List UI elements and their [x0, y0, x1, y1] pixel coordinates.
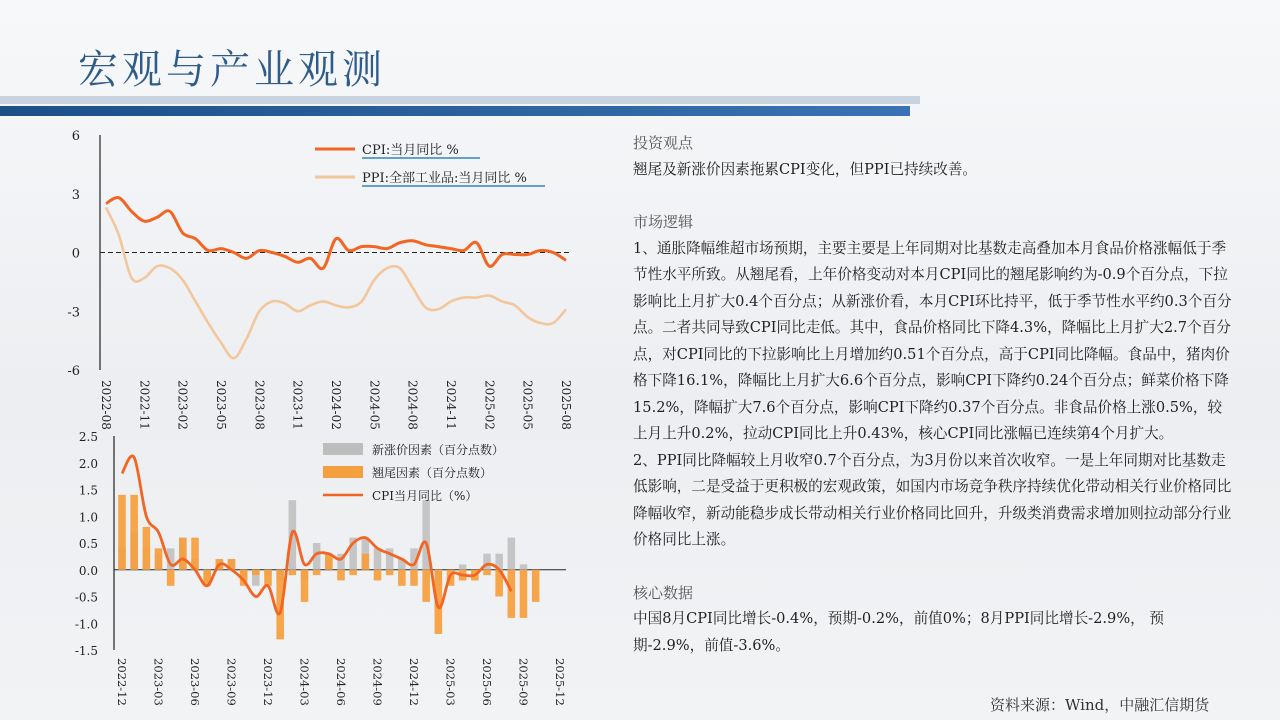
carryover-bar: [508, 570, 516, 618]
carryover-bar: [349, 570, 357, 575]
x-tick-label: 2022-12: [115, 658, 129, 706]
x-tick-label: 2025-09: [516, 658, 531, 706]
x-tick-label: 2024-09: [370, 658, 385, 706]
y-tick-label: 0: [71, 246, 80, 262]
commentary-panel: [633, 130, 1233, 659]
carryover-bar: [118, 495, 126, 570]
new-price-bar: [508, 538, 516, 570]
x-tick-label: 2024-06: [334, 658, 348, 706]
new-price-bar: [459, 564, 467, 569]
y-tick-label: 2.0: [78, 456, 98, 471]
legend-carryover-swatch: [323, 466, 363, 478]
legend-carryover-label: 翘尾因素（百分点数）: [372, 466, 493, 480]
legend-cpi-label: CPI:当月同比 %: [362, 143, 459, 158]
carryover-bar: [167, 570, 175, 586]
x-tick-label: 2025-03: [443, 658, 458, 706]
carryover-bar: [252, 570, 260, 575]
x-tick-label: 2023-09: [224, 658, 239, 706]
carryover-bar: [398, 570, 406, 586]
legend-ppi-label: PPI:全部工业品:当月同比 %: [362, 171, 527, 186]
legend-cpi-yoy-label: CPI当月同比（%）: [372, 489, 478, 503]
source-note: 资料来源：Wind，中融汇信期货: [990, 696, 1210, 714]
x-tick-label: 2023-08: [252, 380, 267, 430]
x-tick-label: 2025-06: [480, 658, 494, 706]
carryover-bar: [422, 570, 430, 602]
carryover-bar: [179, 538, 187, 570]
x-tick-label: 2023-06: [188, 658, 202, 706]
y-tick-label: -0.5: [74, 590, 98, 605]
core-data-body: 中国8月CPI同比增长-0.4%，预期-0.2%，前值0%；8月PPI同比增长-2.9%， 预期-2.9%，前值-3.6%。: [633, 610, 1165, 654]
y-tick-label: 0.0: [78, 563, 98, 578]
y-tick-label: -1.0: [74, 617, 98, 632]
carryover-bar: [532, 570, 540, 602]
carryover-bar: [386, 570, 394, 575]
carryover-bar: [264, 570, 272, 586]
x-tick-label: 2025-05: [520, 380, 535, 430]
y-tick-label: 0.5: [78, 537, 98, 551]
x-tick-label: 2024-12: [407, 658, 421, 706]
x-tick-label: 2023-02: [175, 380, 190, 430]
carryover-bar: [289, 570, 297, 575]
y-tick-label: -3: [67, 305, 80, 321]
x-tick-label: 2024-03: [297, 658, 312, 706]
y-tick-label: 1.0: [78, 510, 98, 525]
carryover-bar: [374, 570, 382, 581]
carryover-bar: [313, 570, 321, 575]
x-tick-label: 2022-08: [99, 380, 113, 430]
carryover-bar: [143, 527, 151, 570]
logic-heading: 市场逻辑: [633, 213, 694, 231]
carryover-bar: [410, 570, 418, 586]
x-tick-label: 2023-03: [151, 658, 166, 706]
x-tick-label: 2022-11: [137, 380, 152, 430]
x-tick-label: 2025-02: [482, 380, 497, 430]
x-tick-label: 2024-05: [367, 380, 382, 430]
x-tick-label: 2024-02: [329, 380, 343, 430]
x-tick-label: 2024-11: [444, 380, 458, 430]
carryover-bar: [337, 570, 345, 581]
y-tick-label: 1.5: [78, 483, 98, 498]
carryover-bar: [155, 548, 163, 569]
carryover-bar: [483, 570, 491, 575]
view-body: 翘尾及新涨价因素拖累CPI变化，但PPI已持续改善。: [633, 160, 978, 178]
y-tick-label: -1.5: [74, 644, 98, 658]
legend-new-price-label: 新涨价因素（百分点数）: [372, 443, 505, 457]
carryover-bar: [130, 495, 138, 570]
x-tick-label: 2023-12: [261, 658, 275, 706]
new-price-bar: [374, 548, 382, 569]
y-tick-label: 3: [71, 187, 80, 203]
cpi-decomposition-chart: [0, 0, 600, 720]
core-data-heading: 核心数据: [633, 583, 694, 602]
x-tick-label: 2025-08: [559, 380, 573, 430]
logic-paragraph-1: 1、通胀降幅维超市场预期，主要主要是上年同期对比基数走高叠加本月食品价格涨幅低于季节性水平所致。从翘尾看，上年价格变动对本月CPI同比的翘尾影响约为-0.9个百分点，下拉影响比上月扩大0.4个百分点；从新涨价看，本月CPI环比持平，低于季节性水平约0.3个百分点。二者共同导致CPI同比走低。其中，食品价格同比下降4.3%，降幅比上月扩大2.7个百分点，对CPI同比的下拉影响比上月增加约0.51个百分点，高于CPI同比降幅。食品中，猪肉价格下降16.1%，降幅比上月扩大6.6个百分点，影响CPI下降约0.24个百分点；鲜菜价格下降15.2%，降幅扩大7.6个百分点，影响CPI下降约0.37个百分点。非食品价格上涨0.5%，较上月上升0.2%，拉动CPI同比上升0.43%，核心CPI同比涨幅已连续第4个月扩大。: [633, 239, 1232, 442]
y-tick-label: -6: [67, 364, 80, 379]
new-price-bar: [520, 564, 528, 569]
legend-new-price-swatch: [323, 443, 363, 455]
carryover-bar: [301, 570, 309, 602]
logic-paragraph-2: 2、PPI同比降幅较上月收窄0.7个百分点，为3月份以来首次收窄。一是上年同期对比基数走低影响，二是受益于更积极的宏观政策，如国内市场竞争秩序持续优化带动相关行业价格同比降幅收窄，新动能稳步成长带动相关行业价格同比回升，升级类消费需求增加则拉动部分行业价格同比上涨。: [633, 451, 1232, 548]
x-tick-label: 2023-11: [290, 380, 305, 430]
carryover-bar: [362, 554, 370, 570]
x-tick-label: 2024-08: [405, 380, 420, 430]
page-title: 宏观与产业观测: [78, 47, 386, 93]
x-tick-label: 2023-05: [214, 380, 228, 430]
carryover-bar: [520, 570, 528, 618]
y-tick-label: 6: [71, 129, 80, 144]
y-tick-label: 2.5: [78, 430, 98, 444]
view-heading: 投资观点: [633, 134, 694, 152]
x-tick-label: 2025-12: [553, 658, 567, 706]
